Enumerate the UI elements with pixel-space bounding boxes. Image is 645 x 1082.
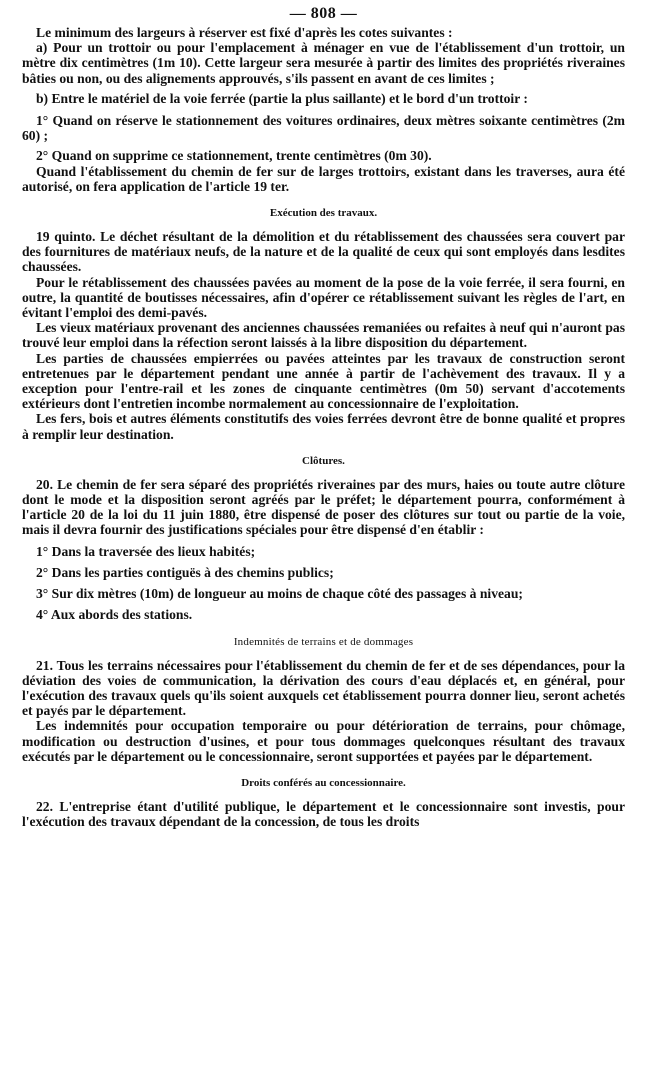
- paragraph-b-item-2: 2° Quand on supprime ce stationnement, trente centimètres (0m 30).: [36, 148, 432, 164]
- article-22-paragraph: 22. L'entreprise étant d'utilité publique, le département et le concessionnaire sont investis, pour l'exécution des travaux dépendant de la concession, de tous les droits: [22, 798, 625, 830]
- article-20-item-4: 4° Aux abords des stations.: [36, 607, 193, 623]
- article-20-paragraph: 20. Le chemin de fer sera séparé des propriétés riveraines par des murs, haies ou toute autre clôture dont le mode et la disposition seront agréés par le préfet; le département pourra, conformément à l'article 20 de la loi du 11 juin 1880, être dispensé de poser des clôtures sur tout ou partie de la voie, mais il devra fournir des justifications spéciales pour être dispensé d'en établir :: [22, 476, 625, 538]
- section-heading-droits: Droits conférés au concessionnaire.: [241, 776, 406, 789]
- paragraph-c: Quand l'établissement du chemin de fer sur de larges trottoirs, existant dans les traverses, aura été autorisé, on fera application de l'article 19 ter.: [22, 163, 625, 194]
- article-21-paragraph-2: Les indemnités pour occupation temporaire ou pour détérioration de terrains, pour chômage, modification ou destruction d'usines, et pour tous dommages quelconques résultant des travaux exécutés par le département ou le concessionnaire, seront supportées et payées par le département.: [22, 718, 625, 764]
- intro-paragraph: Le minimum des largeurs à réserver est fixé d'après les cotes suivantes :: [36, 25, 453, 40]
- section-heading-clotures: Clôtures.: [302, 454, 345, 467]
- paragraph-b: b) Entre le matériel de la voie ferrée (partie la plus saillante) et le bord d'un trottoir :: [36, 90, 528, 106]
- paragraph-b-item-1: 1° Quand on réserve le stationnement des voitures ordinaires, deux mètres soixante centimètres (2m 60) ;: [22, 113, 625, 144]
- document-page: [22, 4, 625, 1078]
- article-19-paragraph-3: Les vieux matériaux provenant des anciennes chaussées remaniées ou refaites à neuf qui n'auront pas trouvé leur emploi dans la réfection seront laissés à la libre disposition du département.: [22, 320, 625, 351]
- article-19-paragraph-1: 19 quinto. Le déchet résultant de la démolition et du rétablissement des chaussées sera couvert par des fournitures de matériaux neufs, de la nature et de la qualité de ceux qui sont employés dans lesdites chaussées.: [22, 229, 625, 275]
- article-19-paragraph-5: Les fers, bois et autres éléments constitutifs des voies ferrées devront être de bonne qualité et propres à remplir leur destination.: [22, 411, 625, 442]
- article-20-item-2: 2° Dans les parties contiguës à des chemins publics;: [36, 564, 334, 580]
- section-heading-execution: Exécution des travaux.: [269, 207, 378, 220]
- article-21-paragraph-1: 21. Tous les terrains nécessaires pour l'établissement du chemin de fer et de ses dépendances, pour la déviation des voies de communication, la dérivation des cours d'eau déplacés et, en général, pour l'exécution des travaux quels qu'ils soient auxquels cet établissement pourra donner lieu, seront achetés et payés par le département.: [22, 657, 625, 719]
- paragraph-a: a) Pour un trottoir ou pour l'emplacement à ménager en vue de l'établissement d'un trottoir, un mètre dix centimètres (1m 10). Cette largeur sera mesurée à partir des limites des propriétés riveraines bâties ou non, ou des alignements approuvés, s'ils passent en avant de ces limites ;: [22, 40, 625, 86]
- article-19-paragraph-2: Pour le rétablissement des chaussées pavées au moment de la pose de la voie ferrée, il sera fourni, en outre, la quantité de boutisses nécessaires, afin d'opérer ce rétablissement suivant les règles de l'art, en évitant l'emploi des demi-pavés.: [22, 274, 625, 321]
- article-20-item-3: 3° Sur dix mètres (10m) de longueur au moins de chaque côté des passages à niveau;: [36, 586, 523, 602]
- page-number: — 808 —: [289, 5, 358, 22]
- section-heading-indemnites: Indemnités de terrains et de dommages: [233, 635, 414, 648]
- article-20-item-1: 1° Dans la traversée des lieux habités;: [36, 543, 256, 559]
- article-19-paragraph-4: Les parties de chaussées empierrées ou pavées atteintes par les travaux de construction seront entretenues par le département pendant une année à partir de l'achèvement des travaux. Il y a exception pour l'entre-rail et les zones de cinquante centimètres (0m 50) servant d'accotements extérieurs dont l'entretien incombe normalement au concessionnaire de l'exploitation.: [22, 350, 625, 412]
